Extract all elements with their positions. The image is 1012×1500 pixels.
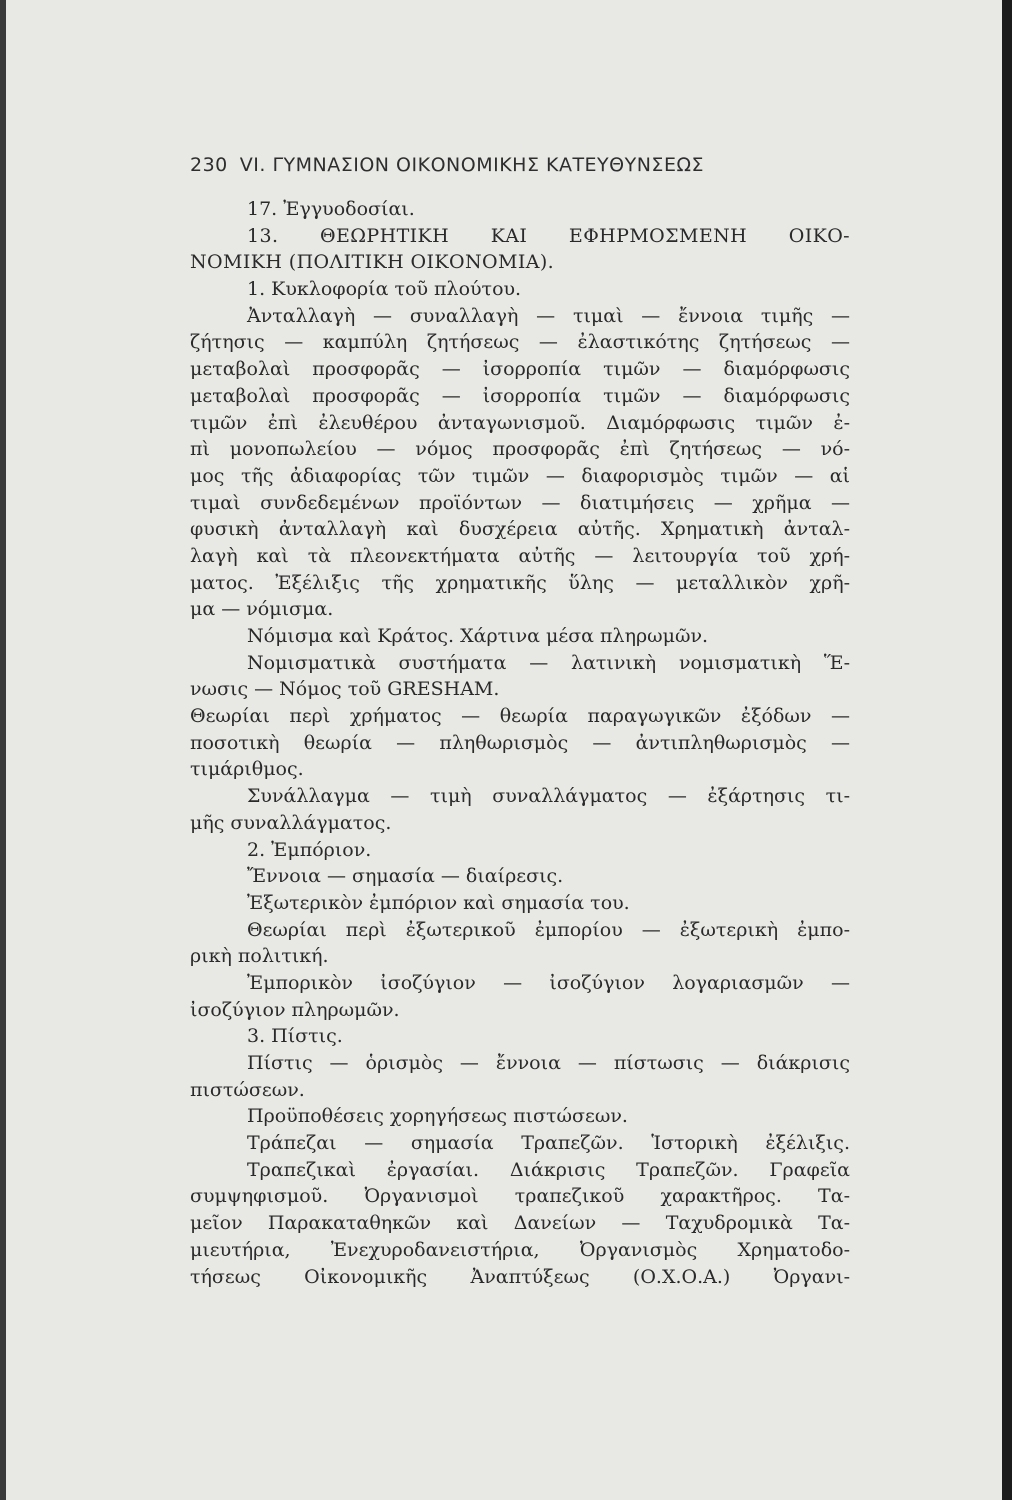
text-line: 17. Ἐγγυοδοσίαι. — [247, 198, 415, 220]
subsection-heading: 1. Κυκλοφορία τοῦ πλούτου. — [247, 278, 522, 301]
text-line: τήσεως Οἰκονομικῆς Ἀναπτύξεως (Ο.Χ.Ο.Α.) Ὀργανι- — [190, 1265, 850, 1288]
text-line: ἰσοζύγιον πληρωμῶν. — [190, 998, 400, 1021]
text-line: πὶ μονοπωλείου — νόμος προσφορᾶς ἐπὶ ζητήσεως — νό- — [190, 438, 850, 461]
text-line: πιστώσεων. — [190, 1078, 305, 1101]
text-line: μιευτήρια, Ἐνεχυροδανειστήρια, Ὀργανισμὸς Χρηματοδο- — [190, 1238, 850, 1261]
text-line: μεταβολαὶ προσφορᾶς — ἰσορροπία τιμῶν — διαμόρφωσις — [190, 358, 850, 381]
text-line: Ἐμπορικὸν ἰσοζύγιον — ἰσοζύγιον λογαριασμῶν — — [247, 971, 850, 994]
text-line: συμψηφισμοῦ. Ὀργανισμοὶ τραπεζικοῦ χαρακτῆρος. Τα- — [190, 1185, 850, 1208]
text-line: Συνάλλαγμα — τιμὴ συναλλάγματος — ἐξάρτησις τι- — [247, 785, 850, 808]
subsection-heading: 2. Ἐμπόριον. — [247, 838, 372, 861]
text-line: ποσοτικὴ θεωρία — πληθωρισμὸς — ἀντιπληθωρισμὸς — — [190, 731, 850, 754]
text-line: Ἐξωτερικὸν ἐμπόριον καὶ σημασία του. — [247, 891, 630, 914]
text-line: Θεωρίαι περὶ χρήματος — θεωρία παραγωγικῶν ἐξόδων — — [190, 705, 850, 728]
section-heading-line: ΝΟΜΙΚΗ (ΠΟΛΙΤΙΚΗ ΟΙΚΟΝΟΜΙΑ). — [190, 251, 555, 274]
body-text — [190, 196, 850, 1290]
text-line: Ἀνταλλαγὴ — συναλλαγὴ — τιμαὶ — ἔννοια τιμῆς — — [247, 304, 850, 327]
scan-right-edge — [1002, 0, 1012, 1500]
text-line: ματος. Ἐξέλιξις τῆς χρηματικῆς ὕλης — μεταλλικὸν χρῆ- — [190, 571, 850, 594]
text-line: ρικὴ πολιτική. — [190, 945, 329, 968]
text-line: Τράπεζαι — σημασία Τραπεζῶν. Ἱστορικὴ ἐξέλιξις. — [247, 1132, 850, 1155]
text-line: τιμῶν ἐπὶ ἐλευθέρου ἀνταγωνισμοῦ. Διαμόρφωσις τιμῶν ἐ- — [190, 411, 850, 434]
text-line: νωσις — Νόμος τοῦ GRESHAM. — [190, 678, 500, 701]
scan-left-edge — [0, 0, 6, 1500]
text-line: ζήτησις — καμπύλη ζητήσεως — ἐλαστικότης ζητήσεως — — [190, 331, 850, 354]
text-line: φυσικὴ ἀνταλλαγὴ καὶ δυσχέρεια αὐτῆς. Χρηματικὴ ἀνταλ- — [190, 518, 850, 541]
text-line: Ἔννοια — σημασία — διαίρεσις. — [247, 865, 564, 888]
section-heading-line: 13. ΘΕΩΡΗΤΙΚΗ ΚΑΙ ΕΦΗΡΜΟΣΜΕΝΗ ΟΙΚΟ- — [247, 224, 850, 247]
text-line: Θεωρίαι περὶ ἐξωτερικοῦ ἐμπορίου — ἐξωτερικὴ ἐμπο- — [247, 918, 850, 941]
text-line: λαγὴ καὶ τὰ πλεονεκτήματα αὐτῆς — λειτουργία τοῦ χρή- — [190, 544, 850, 567]
text-line: Τραπεζικαὶ ἐργασίαι. Διάκρισις Τραπεζῶν. Γραφεῖα — [247, 1158, 850, 1181]
text-line: Νομισματικὰ συστήματα — λατινικὴ νομισματικὴ Ἕ- — [247, 651, 850, 674]
text-line: μεταβολαὶ προσφορᾶς — ἰσορροπία τιμῶν — διαμόρφωσις — [190, 384, 850, 407]
text-line: Πίστις — ὁρισμὸς — ἔννοια — πίστωσις — διάκρισις — [247, 1052, 850, 1074]
text-line: τιμάριθμος. — [190, 758, 304, 781]
page-number: 230 — [190, 154, 228, 176]
text-line: Νόμισμα καὶ Κράτος. Χάρτινα μέσα πληρωμῶν. — [247, 625, 709, 647]
running-header — [190, 154, 830, 176]
text-line: μος τῆς ἀδιαφορίας τῶν τιμῶν — διαφορισμὸς τιμῶν — αἱ — [190, 464, 850, 487]
running-title: VI. ΓΥΜΝΑΣΙΟΝ ΟΙΚΟΝΟΜΙΚΗΣ ΚΑΤΕΥΘΥΝΣΕΩΣ — [239, 154, 704, 176]
text-line: μῆς συναλλάγματος. — [190, 811, 392, 834]
subsection-heading: 3. Πίστις. — [247, 1025, 343, 1048]
text-line: τιμαὶ συνδεδεμένων προϊόντων — διατιμήσεις — χρῆμα — — [190, 491, 850, 514]
text-line: Προϋποθέσεις χορηγήσεως πιστώσεων. — [247, 1105, 628, 1128]
text-line: μεῖον Παρακαταθηκῶν καὶ Δανείων — Ταχυδρομικὰ Τα- — [190, 1212, 850, 1235]
text-line: μα — νόμισμα. — [190, 598, 334, 621]
